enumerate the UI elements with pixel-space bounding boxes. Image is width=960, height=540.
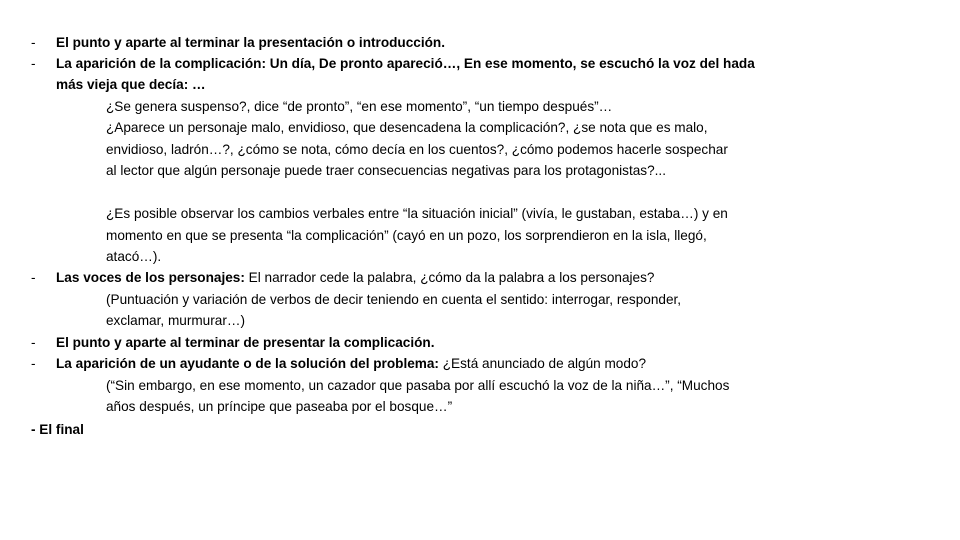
item-the-end: - El final [31,422,84,437]
complication-question-villain-1: ¿Aparece un personaje malo, envidioso, que desencadena la complicación?, ¿se nota que es malo, [106,120,708,135]
item-presentation-break: El punto y aparte al terminar la presentación o introducción. [56,35,446,50]
verb-change-question-1: ¿Es posible observar los cambios verbales entre “la situación inicial” (vivía, le gustaban, estaba…) y en [106,206,728,221]
verb-change-question-2: momento en que se presenta “la complicación” (cayó en un pozo, los sorprendieron en la isla, llegó, [106,228,707,243]
item-complication-line1: La aparición de la complicación: Un día, De pronto apareció…, En ese momento, se escuchó la voz del hada [56,56,755,71]
character-voices-heading: Las voces de los personajes: [56,270,245,285]
item-character-voices [56,267,654,289]
item-complication-line2: más vieja que decía: … [56,77,206,92]
character-voices-detail-1: (Puntuación y variación de verbos de decir teniendo en cuenta el sentido: interrogar, responder, [106,292,682,307]
item-complication-break: El punto y aparte al terminar de presentar la complicación. [56,335,435,350]
bullet-dash: - [31,356,36,371]
character-voices-text: El narrador cede la palabra, ¿cómo da la palabra a los personajes? [244,270,655,285]
bullet-dash: - [31,56,36,71]
item-helper-appearance [56,353,646,375]
helper-example-2: años después, un príncipe que paseaba por el bosque…” [106,399,453,414]
complication-question-villain-2: envidioso, ladrón…?, ¿cómo se nota, cómo decía en los cuentos?, ¿cómo podemos hacerle sospechar [106,142,728,157]
helper-appearance-text: ¿Está anunciado de algún modo? [438,356,647,371]
character-voices-detail-2: exclamar, murmurar…) [106,313,245,328]
bullet-dash: - [31,35,36,50]
complication-question-suspense: ¿Se genera suspenso?, dice “de pronto”, “en ese momento”, “un tiempo después”… [106,99,613,114]
bullet-dash: - [31,270,36,285]
helper-appearance-heading: La aparición de un ayudante o de la solución del problema: [56,356,439,371]
helper-example-1: (“Sin embargo, en ese momento, un cazador que pasaba por allí escuchó la voz de la niña…”, “Muchos [106,378,730,393]
verb-change-question-3: atacó…). [106,249,162,264]
bullet-dash: - [31,335,36,350]
complication-question-villain-3: al lector que algún personaje puede traer consecuencias negativas para los protagonistas?... [106,163,666,178]
